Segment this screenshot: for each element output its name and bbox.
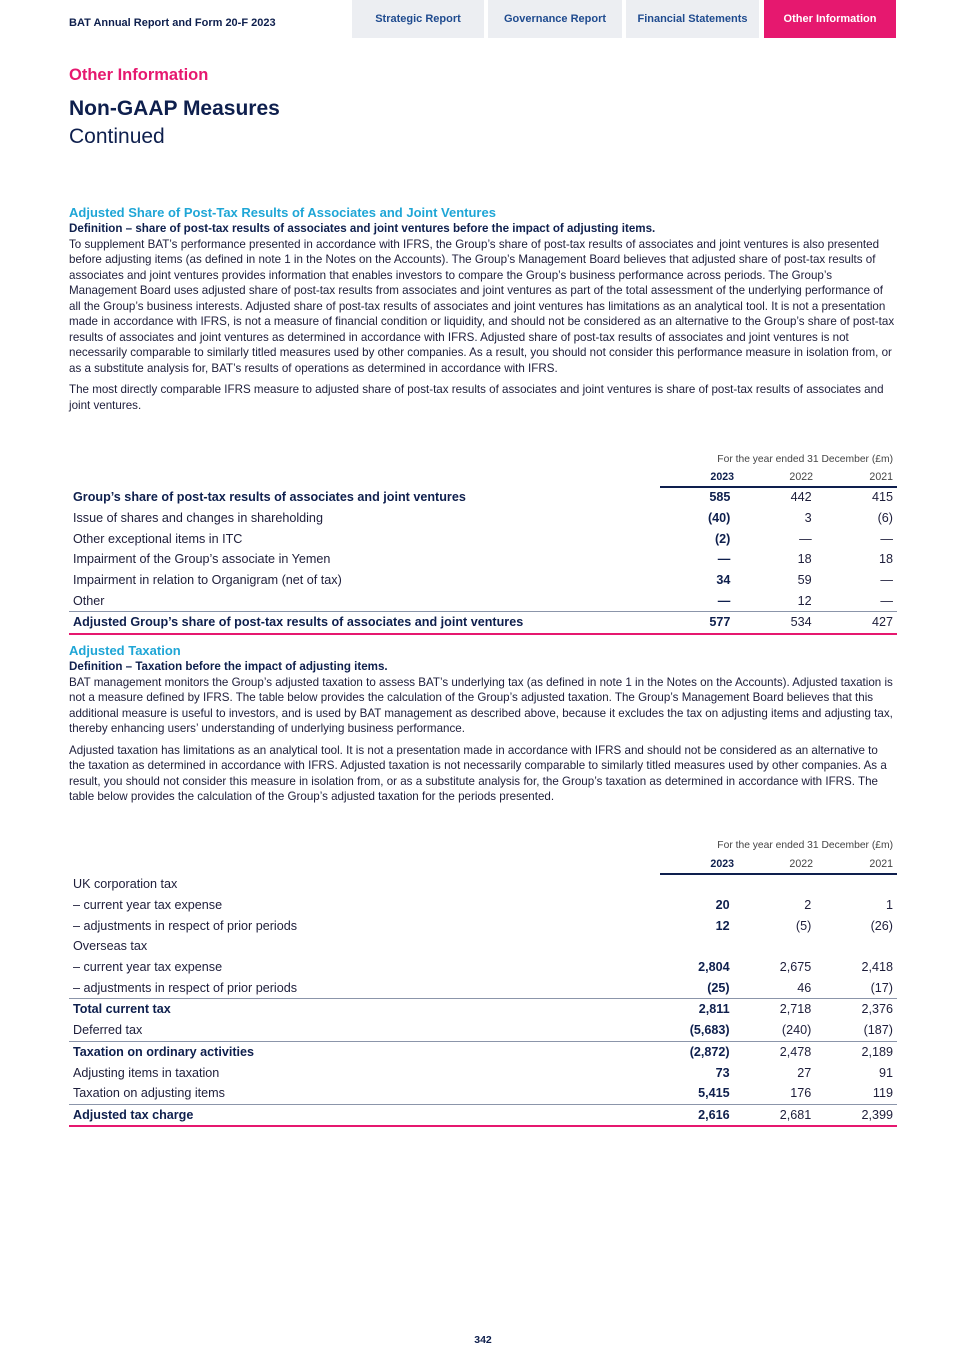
associates-section xyxy=(69,205,897,413)
value-2022: (5) xyxy=(795,918,812,933)
value-2021: 415 xyxy=(871,490,893,505)
tab-governance-report[interactable]: Governance Report xyxy=(488,0,622,38)
row-label: Adjusting items in taxation xyxy=(73,1065,220,1080)
value-2021 xyxy=(819,936,897,957)
table-row xyxy=(69,508,897,529)
value-2023: 34 xyxy=(716,573,731,588)
row-label: Impairment in relation to Organigram (net of tax) xyxy=(73,573,342,588)
value-2023: 2,616 xyxy=(646,1104,740,1126)
table-row xyxy=(69,1062,897,1083)
table-row xyxy=(69,528,897,549)
table-row xyxy=(69,936,897,957)
value-2021: (26) xyxy=(870,918,893,933)
value-2022: 3 xyxy=(804,511,812,526)
value-2022: 2,675 xyxy=(779,960,812,975)
value-2021: 427 xyxy=(820,612,897,634)
table-row xyxy=(69,487,897,508)
row-label: – current year tax expense xyxy=(73,898,223,913)
row-label: Issue of shares and changes in shareholding xyxy=(73,511,323,526)
row-label: UK corporation tax xyxy=(73,877,178,892)
row-label: Group’s share of post-tax results of associates and joint ventures xyxy=(73,490,466,505)
table-row xyxy=(69,590,897,611)
value-2023 xyxy=(646,936,740,957)
taxation-heading: Adjusted Taxation xyxy=(69,643,181,658)
year-2023-header: 2023 xyxy=(710,471,734,483)
subtotal-row xyxy=(69,1041,897,1062)
subtotal-row xyxy=(69,999,897,1020)
value-2022: — xyxy=(799,531,812,546)
value-2021: (17) xyxy=(870,980,893,995)
row-label: Adjusted tax charge xyxy=(69,1104,646,1126)
row-label: – current year tax expense xyxy=(73,960,223,975)
value-2021: 91 xyxy=(878,1065,893,1080)
table-row xyxy=(69,549,897,570)
tab-financial-statements[interactable]: Financial Statements xyxy=(626,0,759,38)
value-2023: 577 xyxy=(647,612,740,634)
table-row xyxy=(69,977,897,998)
value-2021: — xyxy=(880,593,893,608)
value-2021: — xyxy=(880,531,893,546)
associates-paragraph: To supplement BAT’s performance presented in accordance with IFRS, the Group’s share of post-tax results of associates and joint ventures is also presented before adjusting items (as defined in note 1 in the Notes on the Accounts). The Group’s Management Board believes that adjusted share of post-tax results of associates and joint ventures provides information that enables investors to compare the Group’s business performance across periods. The Group’s Management Board uses adjusted share of post-tax results from associates and joint ventures as part of the total assessment of the underlying performance of all the Group’s business interests. Adjusted share of post-tax results of associates and joint ventures has limitations as an analytical tool. It is not a presentation made in accordance with IFRS, is not a measure of financial condition or liquidity, and should not be considered as an alternative to the Group’s share of post-tax results of associates and joint ventures as determined in accordance with IFRS. Adjusted share of post-tax results of associates and joint ventures is not necessarily comparable to similarly titled measures used by other companies. As a result, you should not consider this performance measure in isolation from, or as a substitute analysis for, BAT’s results of operations as determined in accordance with IFRS. xyxy=(69,237,895,375)
value-2022 xyxy=(740,874,820,895)
value-2022: 46 xyxy=(797,980,812,995)
value-2022: (240) xyxy=(781,1023,812,1038)
section-label: Other Information xyxy=(69,66,209,84)
taxation-paragraph: Adjusted taxation has limitations as an analytical tool. It is not a presentation made in accordance with IFRS and should not be considered as an alternative to the taxation as determined in accordance with IFRS. Adjusted taxation is not necessarily comparable to similarly titled measures used by other companies. As a result, you should not consider this measure in isolation from, or as a substitute analysis for, the Group’s taxation as determined in accordance with IFRS. The table below provides the calculation of the Group’s adjusted taxation for the periods presented. xyxy=(69,743,887,803)
value-2023: 20 xyxy=(715,898,730,913)
year-2022-header: 2022 xyxy=(789,471,813,483)
tab-other-information[interactable]: Other Information xyxy=(764,0,896,38)
row-label: Overseas tax xyxy=(73,939,148,954)
value-2022: 59 xyxy=(797,573,812,588)
row-label: Deferred tax xyxy=(73,1023,143,1038)
year-2021-header: 2021 xyxy=(869,471,893,483)
table-row xyxy=(69,570,897,591)
year-2021-header: 2021 xyxy=(869,858,893,870)
value-2023: (2) xyxy=(714,531,731,546)
associates-definition: Definition – share of post-tax results of associates and joint ventures before the impact of adjusting items. xyxy=(69,222,656,235)
page-subtitle: Continued xyxy=(69,125,165,148)
year-2023-header: 2023 xyxy=(710,858,734,870)
value-2022: 2,718 xyxy=(740,999,820,1020)
table-caption: For the year ended 31 December (£m) xyxy=(717,840,893,851)
associates-heading: Adjusted Share of Post-Tax Results of Associates and Joint Ventures xyxy=(69,205,496,220)
row-label: – adjustments in respect of prior periods xyxy=(73,918,298,933)
table-row xyxy=(69,1020,897,1041)
value-2023: 12 xyxy=(715,918,730,933)
value-2022: 534 xyxy=(740,612,819,634)
value-2021: 1 xyxy=(885,898,893,913)
taxation-table xyxy=(69,874,897,1127)
value-2023 xyxy=(646,874,740,895)
taxation-paragraph: BAT management monitors the Group’s adjusted taxation to assess BAT’s underlying tax (as defined in note 1 in the Notes on the Accounts). Adjusted taxation is not a measure defined by IFRS. The table below provides the calculation of the Group’s adjusted taxation. The Group’s Management Board believes that this additional measure is useful to investors, and is used by BAT management as described above, because it excludes the tax on adjusting items and adjusting tax, thereby enhancing users’ understanding of underlying business performance. xyxy=(69,675,893,735)
top-navigation xyxy=(0,0,966,38)
value-2023: (5,683) xyxy=(689,1023,730,1038)
taxation-definition: Definition – Taxation before the impact of adjusting items. xyxy=(69,660,388,673)
value-2021: 119 xyxy=(872,1086,893,1101)
value-2023: 2,804 xyxy=(698,960,730,975)
value-2023: (25) xyxy=(707,980,730,995)
value-2021: 2,189 xyxy=(819,1041,897,1062)
value-2021 xyxy=(819,874,897,895)
row-label: Impairment of the Group’s associate in Yemen xyxy=(73,552,331,567)
value-2022: 18 xyxy=(797,552,812,567)
value-2023: 73 xyxy=(715,1065,730,1080)
year-header xyxy=(660,470,897,488)
total-row xyxy=(69,1104,897,1126)
taxation-section xyxy=(69,643,897,805)
value-2021: 18 xyxy=(878,552,893,567)
value-2021: 2,376 xyxy=(819,999,897,1020)
year-2022-header: 2022 xyxy=(789,858,813,870)
tab-strategic-report[interactable]: Strategic Report xyxy=(352,0,484,38)
page-number: 342 xyxy=(474,1334,492,1346)
value-2021: (187) xyxy=(863,1023,893,1038)
total-row xyxy=(69,612,897,634)
table-row xyxy=(69,1083,897,1104)
page-title: Non-GAAP Measures xyxy=(69,97,280,120)
table-caption: For the year ended 31 December (£m) xyxy=(717,454,893,465)
value-2021: 2,418 xyxy=(861,960,893,975)
value-2023: (40) xyxy=(707,511,731,526)
value-2023: 5,415 xyxy=(698,1086,730,1101)
value-2022: 176 xyxy=(790,1086,812,1101)
value-2021: — xyxy=(880,573,893,588)
value-2022: 2 xyxy=(804,898,812,913)
value-2023: — xyxy=(717,552,731,567)
value-2022 xyxy=(740,936,820,957)
value-2022: 2,681 xyxy=(740,1104,820,1126)
row-label: Other exceptional items in ITC xyxy=(73,531,243,546)
value-2022: 12 xyxy=(797,593,812,608)
row-label: Adjusted Group’s share of post-tax results of associates and joint ventures xyxy=(69,612,647,634)
table-row xyxy=(69,895,897,916)
value-2022: 442 xyxy=(790,490,812,505)
value-2022: 27 xyxy=(797,1065,812,1080)
row-label: Total current tax xyxy=(69,999,646,1020)
row-label: Other xyxy=(73,593,105,608)
table-row xyxy=(69,915,897,936)
value-2021: 2,399 xyxy=(819,1104,897,1126)
value-2023: 585 xyxy=(709,490,731,505)
row-label: Taxation on adjusting items xyxy=(73,1086,225,1101)
value-2023: — xyxy=(717,593,731,608)
value-2023: 2,811 xyxy=(646,999,740,1020)
associates-paragraph: The most directly comparable IFRS measure to adjusted share of post-tax results of associates and joint ventures is share of post-tax results of associates and joint ventures. xyxy=(69,383,884,412)
row-label: Taxation on ordinary activities xyxy=(69,1041,646,1062)
year-header xyxy=(660,857,897,875)
row-label: – adjustments in respect of prior periods xyxy=(73,980,298,995)
table-row xyxy=(69,957,897,978)
value-2021: (6) xyxy=(877,511,893,526)
value-2023: (2,872) xyxy=(646,1041,740,1062)
report-title: BAT Annual Report and Form 20-F 2023 xyxy=(69,17,276,29)
associates-table xyxy=(69,487,897,635)
value-2022: 2,478 xyxy=(740,1041,820,1062)
table-row xyxy=(69,874,897,895)
